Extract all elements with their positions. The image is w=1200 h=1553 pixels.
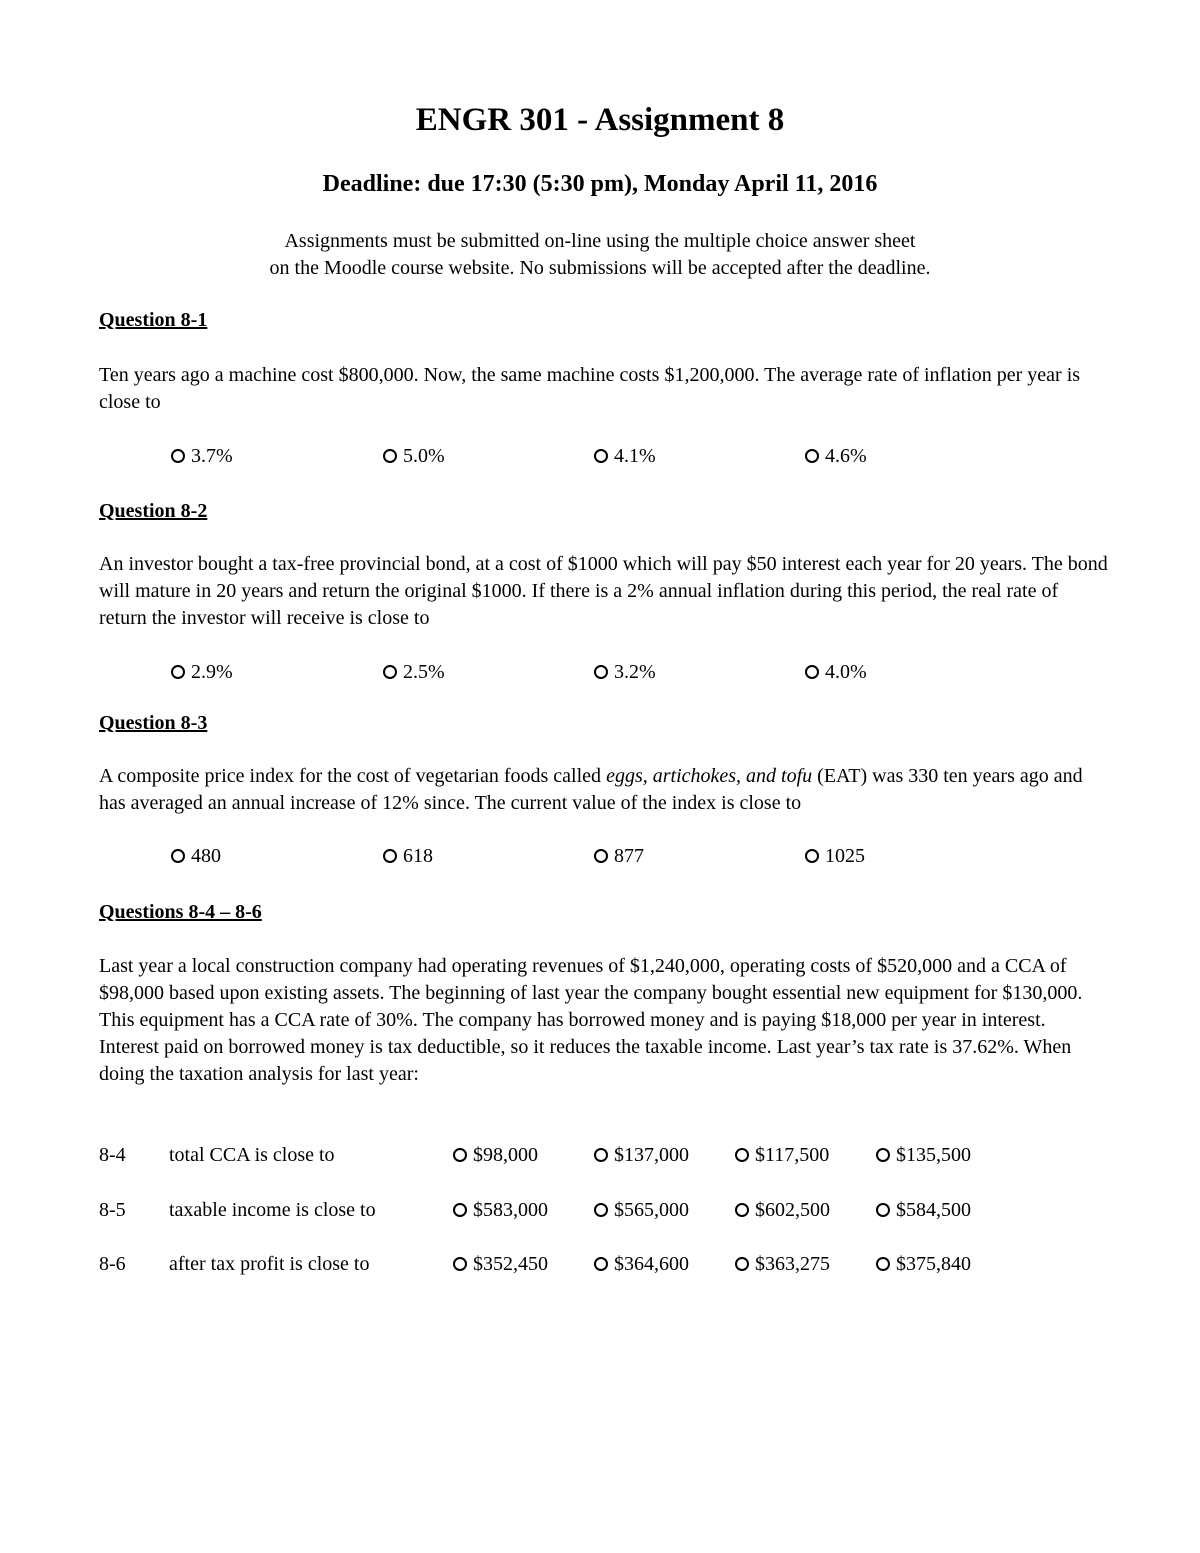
radio-icon[interactable] — [876, 1203, 890, 1217]
option-label: $565,000 — [614, 1199, 689, 1221]
question-label: after tax profit is close to — [169, 1253, 370, 1275]
option-label: $137,000 — [614, 1144, 689, 1166]
q3-option-b[interactable] — [383, 843, 433, 869]
radio-icon[interactable] — [383, 449, 397, 463]
option-label: 4.1% — [614, 445, 656, 467]
text-segment: A composite price index for the cost of vegetarian foods called — [99, 765, 607, 787]
q1-option-a[interactable] — [171, 443, 233, 469]
q4-option-a[interactable] — [453, 1142, 538, 1168]
radio-icon[interactable] — [594, 1148, 608, 1162]
q5-option-d[interactable] — [876, 1197, 971, 1223]
q2-option-d[interactable] — [805, 659, 867, 685]
option-label: 2.9% — [191, 661, 233, 683]
q4-option-c[interactable] — [735, 1142, 829, 1168]
question-8-1-text: Ten years ago a machine cost $800,000. Now, the same machine costs $1,200,000. The average rate of inflation per year is close to — [99, 364, 1081, 413]
q6-option-a[interactable] — [453, 1251, 548, 1277]
option-label: $364,600 — [614, 1253, 689, 1275]
option-label: $375,840 — [896, 1253, 971, 1275]
question-8-1-heading: Question 8-1 — [99, 309, 208, 331]
q5-option-c[interactable] — [735, 1197, 830, 1223]
q6-option-c[interactable] — [735, 1251, 830, 1277]
q2-option-b[interactable] — [383, 659, 445, 685]
radio-icon[interactable] — [876, 1148, 890, 1162]
deadline: Deadline: due 17:30 (5:30 pm), Monday April 11, 2016 — [322, 171, 878, 197]
question-label: taxable income is close to — [169, 1199, 376, 1221]
radio-icon[interactable] — [805, 849, 819, 863]
radio-icon[interactable] — [453, 1257, 467, 1271]
option-label: $117,500 — [755, 1144, 830, 1166]
q1-option-d[interactable] — [805, 443, 867, 469]
notice-line-2: on the Moodle course website. No submissions will be accepted after the deadline. — [269, 257, 931, 279]
question-label: total CCA is close to — [169, 1144, 335, 1166]
question-number: 8-6 — [99, 1253, 126, 1275]
radio-icon[interactable] — [805, 665, 819, 679]
page-title: ENGR 301 - Assignment 8 — [415, 102, 785, 138]
radio-icon[interactable] — [805, 449, 819, 463]
q6-option-b[interactable] — [594, 1251, 689, 1277]
radio-icon[interactable] — [171, 665, 185, 679]
radio-icon[interactable] — [594, 665, 608, 679]
q5-option-a[interactable] — [453, 1197, 548, 1223]
question-8-3-text — [99, 763, 1109, 817]
option-label: $135,500 — [896, 1144, 971, 1166]
option-label: $584,500 — [896, 1199, 971, 1221]
questions-8-4-to-8-6-heading: Questions 8-4 – 8-6 — [99, 901, 262, 923]
question-8-2-heading: Question 8-2 — [99, 500, 208, 522]
radio-icon[interactable] — [594, 1203, 608, 1217]
q3-option-d[interactable] — [805, 843, 865, 869]
q4-option-d[interactable] — [876, 1142, 971, 1168]
q2-option-c[interactable] — [594, 659, 656, 685]
option-label: $352,450 — [473, 1253, 548, 1275]
notice-line-1: Assignments must be submitted on-line using the multiple choice answer sheet — [284, 230, 916, 252]
radio-icon[interactable] — [383, 849, 397, 863]
option-label: $583,000 — [473, 1199, 548, 1221]
question-8-3-heading: Question 8-3 — [99, 712, 208, 734]
option-label: 480 — [191, 845, 221, 867]
question-8-2-text: An investor bought a tax-free provincial bond, at a cost of $1000 which will pay $50 interest each year for 20 years. The bond will mature in 20 years and return the original $1000. If there is a 2% annual inflation during this period, the real rate of return the investor will receive is close to — [99, 553, 1108, 629]
submission-notice — [0, 228, 1200, 282]
radio-icon[interactable] — [735, 1148, 749, 1162]
radio-icon[interactable] — [594, 849, 608, 863]
radio-icon[interactable] — [735, 1203, 749, 1217]
radio-icon[interactable] — [171, 449, 185, 463]
q1-option-c[interactable] — [594, 443, 656, 469]
q3-option-c[interactable] — [594, 843, 644, 869]
q2-option-a[interactable] — [171, 659, 233, 685]
question-number: 8-5 — [99, 1199, 126, 1221]
option-label: 4.6% — [825, 445, 867, 467]
radio-icon[interactable] — [383, 665, 397, 679]
q6-option-d[interactable] — [876, 1251, 971, 1277]
radio-icon[interactable] — [453, 1148, 467, 1162]
question-number: 8-4 — [99, 1144, 126, 1166]
option-label: $602,500 — [755, 1199, 830, 1221]
option-label: 1025 — [825, 845, 865, 867]
q1-option-b[interactable] — [383, 443, 445, 469]
text-segment: (EAT) was 330 ten years ago and has averaged an annual increase of 12% since. The current value of the index is close to — [99, 765, 1083, 814]
emphasized-text: eggs, artichokes, and tofu — [606, 765, 813, 787]
radio-icon[interactable] — [171, 849, 185, 863]
radio-icon[interactable] — [453, 1203, 467, 1217]
option-label: 3.7% — [191, 445, 233, 467]
option-label: 2.5% — [403, 661, 445, 683]
option-label: 618 — [403, 845, 433, 867]
radio-icon[interactable] — [876, 1257, 890, 1271]
option-label: 877 — [614, 845, 644, 867]
q4-option-b[interactable] — [594, 1142, 689, 1168]
option-label: $98,000 — [473, 1144, 538, 1166]
q5-option-b[interactable] — [594, 1197, 689, 1223]
radio-icon[interactable] — [594, 449, 608, 463]
radio-icon[interactable] — [594, 1257, 608, 1271]
option-label: 3.2% — [614, 661, 656, 683]
q3-option-a[interactable] — [171, 843, 221, 869]
radio-icon[interactable] — [735, 1257, 749, 1271]
option-label: $363,275 — [755, 1253, 830, 1275]
option-label: 4.0% — [825, 661, 867, 683]
option-label: 5.0% — [403, 445, 445, 467]
questions-8-4-to-8-6-text: Last year a local construction company had operating revenues of $1,240,000, operating costs of $520,000 and a CCA of $98,000 based upon existing assets. The beginning of last year the company bought essential new equipment for $130,000. This equipment has a CCA rate of 30%. The company has borrowed money and is paying $18,000 per year in interest. Interest paid on borrowed money is tax deductible, so it reduces the taxable income. Last year’s tax rate is 37.62%. When doing the taxation analysis for last year: — [99, 955, 1083, 1085]
